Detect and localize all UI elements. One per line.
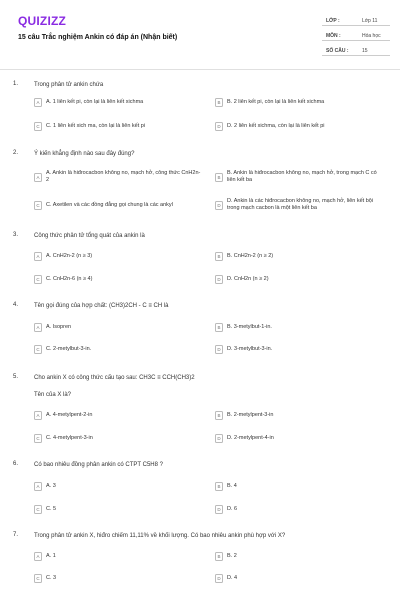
option-c[interactable] (34, 502, 202, 517)
question-number: 6. (13, 461, 19, 467)
option-letter: B (215, 411, 223, 420)
worksheet-header (0, 0, 400, 70)
option-letter: C (34, 345, 42, 354)
option-letter: A (34, 552, 42, 561)
option-a[interactable] (34, 549, 202, 564)
question-text: Ý kiến khẳng định nào sau đây đúng? (34, 151, 135, 157)
option-text: C. Axetilen và các đồng đẳng gọi chung là các ankyl (46, 201, 173, 208)
question-number: 2. (13, 150, 19, 156)
option-text: B. 2 liên kết pi, còn lại là liên kết xichma (227, 99, 325, 105)
quizizz-logo[interactable]: QUIZIZZ (18, 14, 67, 28)
option-letter: D (215, 505, 223, 514)
question-number: 5. (13, 374, 19, 380)
meta-key: MÔN : (326, 33, 341, 39)
option-b[interactable] (215, 249, 383, 264)
option-a[interactable] (34, 95, 202, 110)
option-letter: C (34, 275, 42, 284)
option-d[interactable] (215, 194, 383, 216)
option-c[interactable] (34, 272, 202, 287)
option-letter: D (215, 574, 223, 583)
question-number: 1. (13, 81, 19, 87)
option-d[interactable] (215, 342, 383, 357)
option-text: A. Ankin là hiđrocacbon không no, mạch hở, công thức CnH2n-2 (46, 170, 201, 183)
meta-class (322, 14, 390, 26)
option-letter: D (215, 201, 223, 210)
header-divider (0, 69, 400, 70)
option-letter: B (215, 252, 223, 261)
option-a[interactable] (34, 249, 202, 264)
option-text: C. 5 (46, 506, 57, 512)
option-letter: A (34, 252, 42, 261)
option-text: C. 4-metylpent-3-in (46, 435, 93, 441)
question-text: Cho ankin X có công thức cấu tạo sau: CH3C ≡ CCH(CH3)2 (34, 375, 195, 381)
option-text: D. CnH2n (n ≥ 2) (227, 276, 269, 282)
meta-question-count (322, 44, 390, 56)
option-letter: D (215, 434, 223, 443)
option-letter: A (34, 411, 42, 420)
option-b[interactable] (215, 95, 383, 110)
option-text: C. 1 liên kết xich ma, còn lại là liên kết pi (46, 123, 146, 129)
question-text: Có bao nhiêu đồng phân ankin có CTPT C5H8 ? (34, 462, 163, 468)
meta-value: 15 (362, 48, 368, 54)
option-letter: D (215, 275, 223, 284)
option-letter: C (34, 574, 42, 583)
option-text: B. Ankin là hiđrocacbon không no, mạch hở, trong mạch C có liên kết ba (227, 170, 377, 183)
option-b[interactable] (215, 479, 383, 494)
option-letter: A (34, 98, 42, 107)
meta-value: Hóa học (362, 33, 381, 39)
option-d[interactable] (215, 571, 383, 586)
option-letter: C (34, 505, 42, 514)
question-subtext: Tên của X là? (34, 392, 72, 398)
option-text: B. 4 (227, 483, 237, 489)
option-a[interactable] (34, 166, 202, 188)
option-d[interactable] (215, 272, 383, 287)
option-text: A. 4-metylpent-2-in (46, 412, 93, 418)
option-text: A. CnH2n-2 (n ≥ 3) (46, 253, 93, 259)
option-b[interactable] (215, 408, 383, 423)
option-c[interactable] (34, 342, 202, 357)
option-letter: C (34, 434, 42, 443)
option-a[interactable] (34, 479, 202, 494)
option-b[interactable] (215, 320, 383, 335)
option-letter: A (34, 482, 42, 491)
question-text: Tên gọi đúng của hợp chất: (CH3)2CH - C ≡ CH là (34, 303, 169, 309)
option-text: D. 2-metylpent-4-in (227, 435, 274, 441)
option-letter: B (215, 482, 223, 491)
question-number: 4. (13, 302, 19, 308)
option-d[interactable] (215, 119, 383, 134)
option-text: B. 2 (227, 553, 237, 559)
option-letter: B (215, 98, 223, 107)
option-text: B. 2-metylpent-3-in (227, 412, 274, 418)
option-text: B. 3-metylbut-1-in. (227, 324, 272, 330)
option-text: D. 4 (227, 575, 238, 581)
option-letter: C (34, 201, 42, 210)
question-number: 7. (13, 532, 19, 538)
option-text: C. 3 (46, 575, 57, 581)
option-letter: A (34, 323, 42, 332)
option-letter: A (34, 173, 42, 182)
option-letter: D (215, 122, 223, 131)
option-b[interactable] (215, 166, 383, 188)
option-letter: D (215, 345, 223, 354)
option-text: A. 1 liên kết pi, còn lại là liên kết xichma (46, 99, 144, 105)
option-text: C. CnH2n-6 (n ≥ 4) (46, 276, 93, 282)
worksheet-title: 15 câu Trắc nghiệm Ankin có đáp án (Nhận biết) (18, 34, 178, 41)
option-c[interactable] (34, 571, 202, 586)
option-text: D. Ankin là các hiđrocacbon không no, mạch hở, liên kết bội trong mạch cacbon là một liên kết ba (227, 198, 374, 211)
option-text: B. CnH2n-2 (n ≥ 2) (227, 253, 274, 259)
option-letter: C (34, 122, 42, 131)
option-a[interactable] (34, 320, 202, 335)
option-c[interactable] (34, 431, 202, 446)
option-text: A. 3 (46, 483, 56, 489)
option-text: A. 1 (46, 553, 56, 559)
question-text: Trong phân tử ankin X, hiđro chiếm 11,11% về khối lượng. Có bao nhiêu ankin phù hợp với X? (34, 533, 286, 539)
option-c[interactable] (34, 119, 202, 134)
meta-key: LỚP : (326, 18, 340, 24)
meta-value: Lớp 11 (362, 18, 378, 24)
option-d[interactable] (215, 431, 383, 446)
option-text: A. Isopren (46, 324, 72, 330)
option-text: D. 2 liên kết xichma, còn lại là liên kết pi (227, 123, 325, 129)
meta-key: SỐ CÂU : (326, 48, 349, 54)
option-text: D. 6 (227, 506, 238, 512)
option-letter: B (215, 323, 223, 332)
option-text: D. 3-metylbut-3-in. (227, 346, 273, 352)
option-b[interactable] (215, 549, 383, 564)
option-letter: B (215, 552, 223, 561)
option-a[interactable] (34, 408, 202, 423)
option-c[interactable] (34, 194, 202, 216)
option-d[interactable] (215, 502, 383, 517)
question-text: Công thức phân tử tổng quát của ankin là (34, 233, 145, 239)
option-text: C. 2-metylbut-3-in. (46, 346, 92, 352)
option-letter: B (215, 173, 223, 182)
question-number: 3. (13, 232, 19, 238)
question-text: Trong phân tử ankin chứa (34, 82, 104, 88)
meta-subject (322, 29, 390, 41)
